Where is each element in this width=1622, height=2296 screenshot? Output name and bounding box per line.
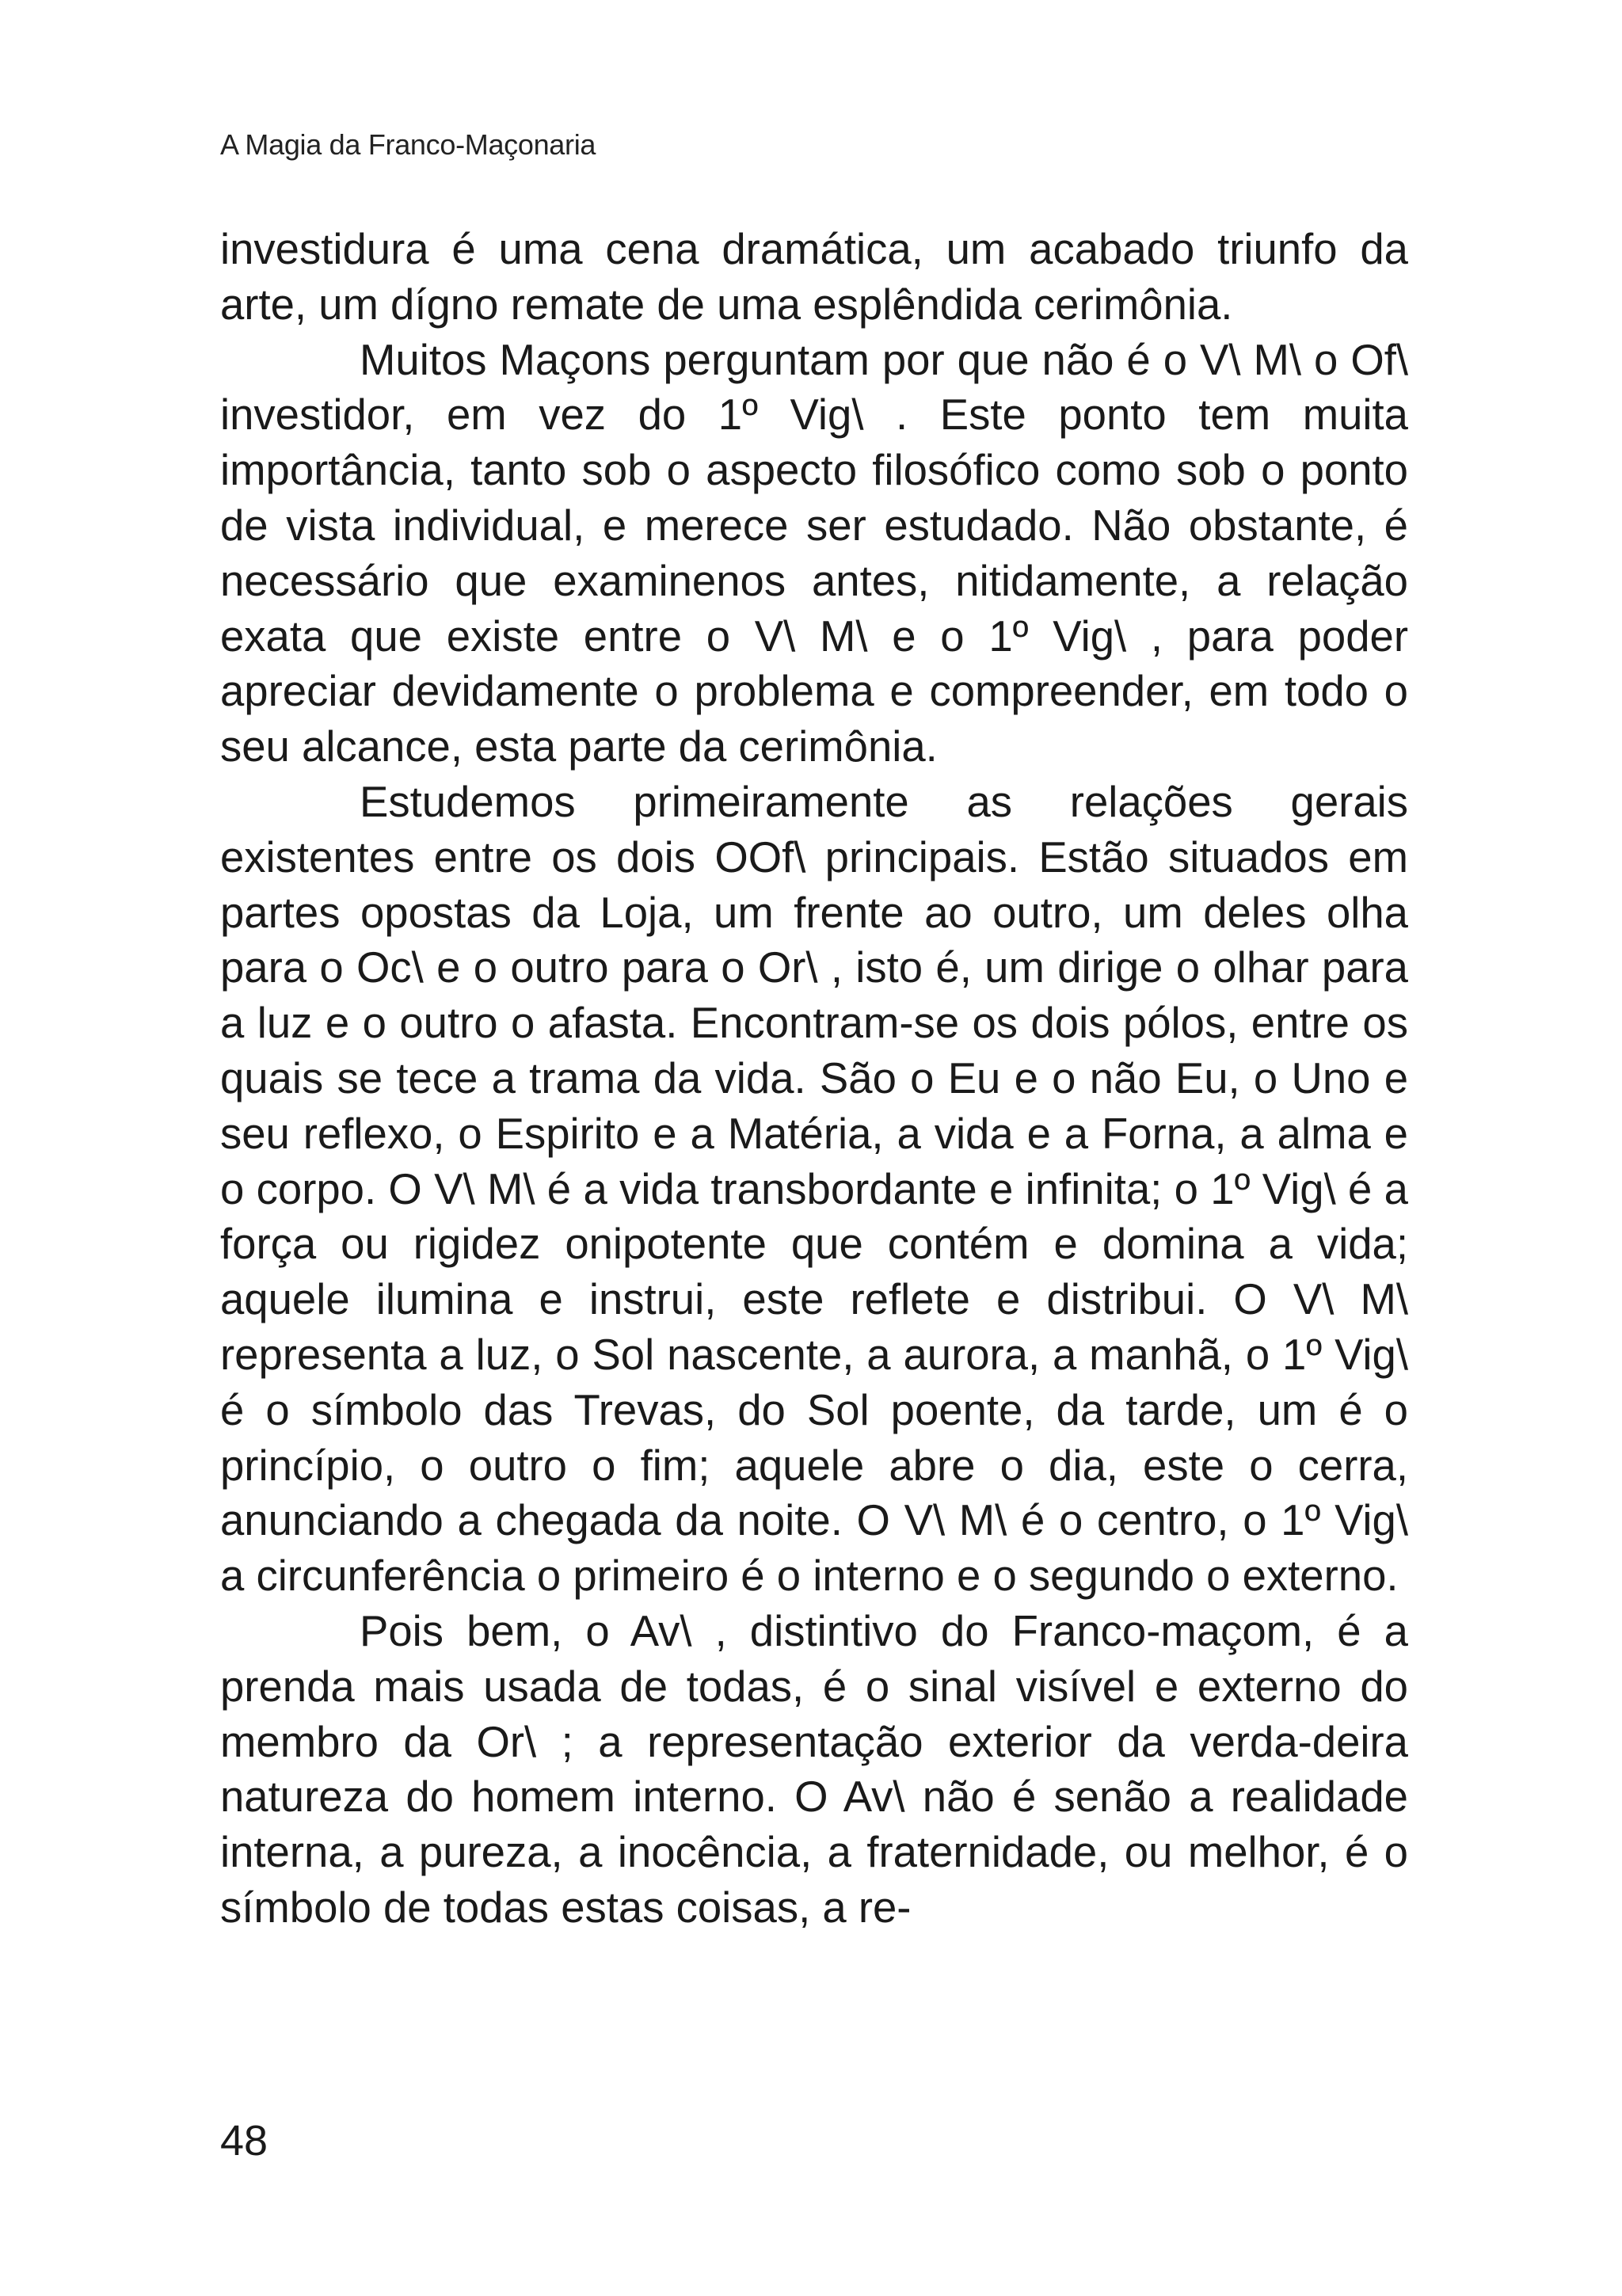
page-body (220, 222, 1408, 1936)
paragraph-continuation: investidura é uma cena dramática, um acabado triunfo da arte, um dígno remate de uma esplêndida cerimônia. (220, 225, 1408, 329)
page-number: 48 (220, 2117, 268, 2165)
paragraph-officer-question: Muitos Maçons perguntam por que não é o V\ M\ o Of\ investidor, em vez do 1º Vig\ . Este ponto tem muita importância, tanto sob o aspecto filosófico como sob o ponto de vista individual, e merece ser estudado. Não obstante, é necessário que examinenos antes, nitidamente, a relação exata que existe entre o V\ M\ e o 1º Vig\ , para poder apreciar devidamente o problema e compreender, em todo o seu alcance, esta parte da cerimônia. (220, 335, 1408, 771)
paragraph-officer-relations: Estudemos primeiramente as relações gerais existentes entre os dois OOf\ principais. Estão situados em partes opostas da Loja, um frente ao outro, um deles olha para o Oc\ e o outro para o Or\ , isto é, um dirige o olhar para a luz e o outro o afasta. Encontram-se os dois pólos, entre os quais se tece a trama da vida. São o Eu e o não Eu, o Uno e seu reflexo, o Espirito e a Matéria, a vida e a Forna, a alma e o corpo. O V\ M\ é a vida transbordante e infinita; o 1º Vig\ é a força ou rigidez onipotente que contém e domina a vida; aquele ilumina e instrui, este reflete e distribui. O V\ M\ representa a luz, o Sol nascente, a aurora, a manhã, o 1º Vig\ é o símbolo das Trevas, do Sol poente, da tarde, um é o princípio, o outro o fim; aquele abre o dia, este o cerra, anunciando a chegada da noite. O V\ M\ é o centro, o 1º Vig\ a circunferência o primeiro é o interno e o segundo o externo. (220, 777, 1408, 1601)
running-header: A Magia da Franco-Maçonaria (220, 128, 596, 161)
paragraph-apron: Pois bem, o Av\ , distintivo do Franco-maçom, é a prenda mais usada de todas, é o sinal visível e externo do membro da Or\ ; a representação exterior da verda-deira natureza do homem interno. O Av\ não é senão a realidade interna, a pureza, a inocência, a fraternidade, ou melhor, é o símbolo de todas estas coisas, a re- (220, 1606, 1408, 1932)
